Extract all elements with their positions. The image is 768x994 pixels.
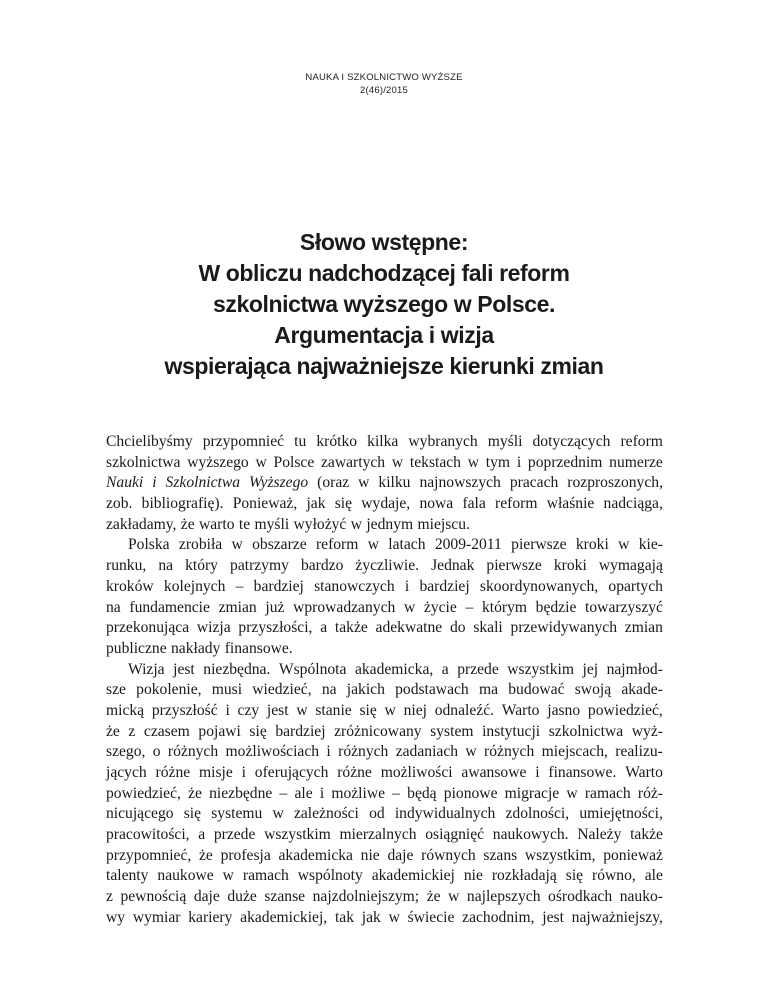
body-line: nicującego się systemu w zależności od indywidualnych zdolności, umiejętności, bbox=[106, 805, 663, 823]
body-line: szego, o różnych możliwościach i różnych zadaniach w różnych miejscach, realizu- bbox=[106, 743, 663, 761]
body-line: wy wymiar kariery akademickiej, tak jak w świecie zachodnim, jest najważniejszy, bbox=[106, 908, 663, 926]
body-line: jących różne misje i oferujących różne możliwości awansowe i finansowe. Warto bbox=[106, 764, 663, 781]
body-line: zob. bibliografię). Ponieważ, jak się wydaje, nowa fala reform właśnie nadciąga, bbox=[106, 495, 663, 513]
journal-name: NAUKA I SZKOLNICTWO WYŻSZE bbox=[305, 72, 463, 83]
body-line: przypomnieć, że profesja akademicka nie daje równych szans wszystkim, ponieważ bbox=[106, 846, 663, 864]
title-line: szkolnictwa wyższego w Polsce. bbox=[212, 291, 556, 317]
body-line: przekonująca wizja przyszłości, a także adekwatne do skali przewidywanych zmian bbox=[106, 619, 663, 637]
body-line: na fundamencie zmian już wprowadzanych w życie – którym będzie towarzyszyć bbox=[106, 598, 663, 616]
title-line: wspierająca najważniejsze kierunki zmian bbox=[164, 353, 604, 379]
title-line: W obliczu nadchodzącej fali reform bbox=[198, 260, 570, 286]
body-line: Polska zrobiła w obszarze reform w latach 2009-2011 pierwsze kroki w kie- bbox=[128, 536, 663, 554]
title-line: Słowo wstępne: bbox=[299, 229, 469, 255]
body-line: zakładamy, że warto te myśli wyłożyć w jednym miejscu. bbox=[106, 515, 470, 533]
body-line: powiedzieć, że niezbędne – ale i możliwe – będą pionowe migracje w ramach róż- bbox=[106, 784, 663, 802]
body-line: kroków kolejnych – bardziej stanowczych i bardziej skoordynowanych, opartych bbox=[106, 577, 663, 595]
body-line: sze pokolenie, musi wiedzieć, na jakich podstawach ma budować swoją akade- bbox=[106, 681, 663, 699]
issue-number: 2(46)/2015 bbox=[360, 85, 408, 96]
body-line: Wizja jest niezbędna. Wspólnota akademicka, a przede wszystkim jej najmłod- bbox=[128, 660, 663, 678]
article-body bbox=[106, 432, 663, 929]
body-line: publiczne nakłady finansowe. bbox=[106, 639, 293, 657]
article-title bbox=[0, 227, 768, 382]
body-line: talenty naukowe w ramach wspólnoty akademickiej nie rozkładają się równo, ale bbox=[106, 867, 663, 885]
body-line: Nauki i Szkolnictwa Wyższego (oraz w kilku najnowszych pracach rozproszonych, bbox=[106, 474, 663, 492]
body-line: micką przyszłość i czy jest w stanie się w niej odnaleźć. Warto jasno powiedzieć, bbox=[106, 701, 663, 719]
body-line: runku, na który patrzymy bardzo życzliwie. Jednak pierwsze kroki wymagają bbox=[106, 557, 663, 575]
body-line: Chcielibyśmy przypomnieć tu krótko kilka wybranych myśli dotyczących reform bbox=[106, 433, 663, 450]
body-line: szkolnictwa wyższego w Polsce zawartych w tekstach w tym i poprzednim numerze bbox=[106, 453, 663, 471]
body-line: pracowitości, a przede wszystkim mierzalnych osiągnięć naukowych. Należy także bbox=[106, 826, 663, 844]
title-line: Argumentacja i wizja bbox=[274, 322, 494, 348]
body-line: z pewnością daje duże szanse najzdolniejszym; że w najlepszych ośrodkach nauko- bbox=[106, 888, 663, 906]
running-header bbox=[0, 71, 768, 97]
body-line: że z czasem pojawi się bardziej zróżnicowany system instytucji szkolnictwa wyż- bbox=[106, 722, 663, 740]
